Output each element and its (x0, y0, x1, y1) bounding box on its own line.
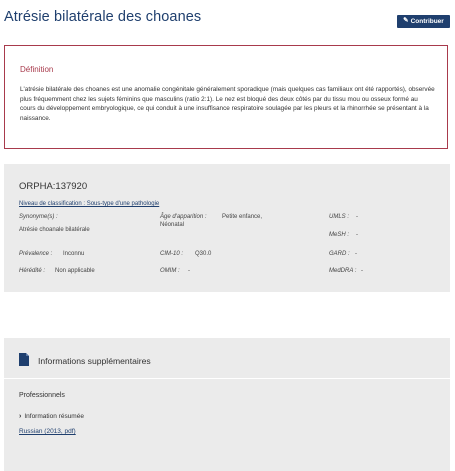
heredite-label: Hérédité : (19, 268, 46, 274)
professionals-heading: Professionnels (19, 392, 65, 399)
contribute-label: Contribuer (410, 18, 444, 25)
meddra-label: MedDRA : (329, 268, 357, 274)
gard-value: - (355, 251, 357, 257)
age-value-2: Néonatal (160, 222, 185, 228)
heredite-value: Non applicable (55, 268, 95, 274)
page-title: Atrésie bilatérale des choanes (4, 9, 202, 25)
mesh-value: - (356, 232, 358, 238)
summary-label: Information résumée (24, 413, 84, 420)
age-label: Âge d'apparition : (160, 214, 207, 220)
cim10-label: CIM-10 : (160, 251, 184, 257)
orpha-code: ORPHA:137920 (19, 181, 88, 192)
summary-toggle[interactable] (19, 413, 84, 420)
prevalence-value: Inconnu (63, 251, 85, 257)
omim-label: OMIM : (160, 268, 180, 274)
umls-value: - (356, 214, 358, 220)
synonyms-label: Synonyme(s) : (19, 214, 58, 220)
pencil-icon: ✎ (403, 17, 409, 25)
definition-panel (4, 45, 448, 149)
divider (4, 378, 450, 379)
contribute-button[interactable] (397, 15, 450, 28)
document-icon (19, 353, 29, 366)
mesh-label: MeSH : (329, 232, 350, 238)
definition-text: L'atrésie bilatérale des choanes est une anomalie congénitale généralement sporadique (mais quelques cas familiaux ont été rapportés), observée plus fréquemment chez les sujets féminins que masculins (ratio 2:1). Le nez est bloqué des deux côtés par du tissu mou ou osseux formé au cours du développement embryologique, ce qui conduit à une insuffisance respiratoire soulagée par les pleurs et la rhinorrhée se présentant à la naissance. (20, 86, 435, 122)
classification-link[interactable]: Niveau de classification : Sous-type d'une pathologie (19, 201, 160, 207)
omim-value: - (188, 268, 190, 274)
supplementary-info-panel (4, 338, 450, 471)
disease-info-panel (4, 164, 450, 292)
cim10-value: Q30.0 (195, 251, 212, 257)
umls-label: UMLS : (329, 214, 350, 220)
age-value-1: Petite enfance, (222, 214, 263, 220)
definition-heading: Définition (20, 65, 54, 74)
russian-pdf-link[interactable]: Russian (2013, pdf) (19, 428, 76, 435)
meddra-value: - (361, 268, 363, 274)
prevalence-label: Prévalence : (19, 251, 53, 257)
synonyms-value: Atrésie choanale bilatérale (19, 227, 90, 233)
chevron-right-icon: › (19, 413, 22, 420)
gard-label: GARD : (329, 251, 350, 257)
supplementary-title: Informations supplémentaires (38, 356, 151, 366)
